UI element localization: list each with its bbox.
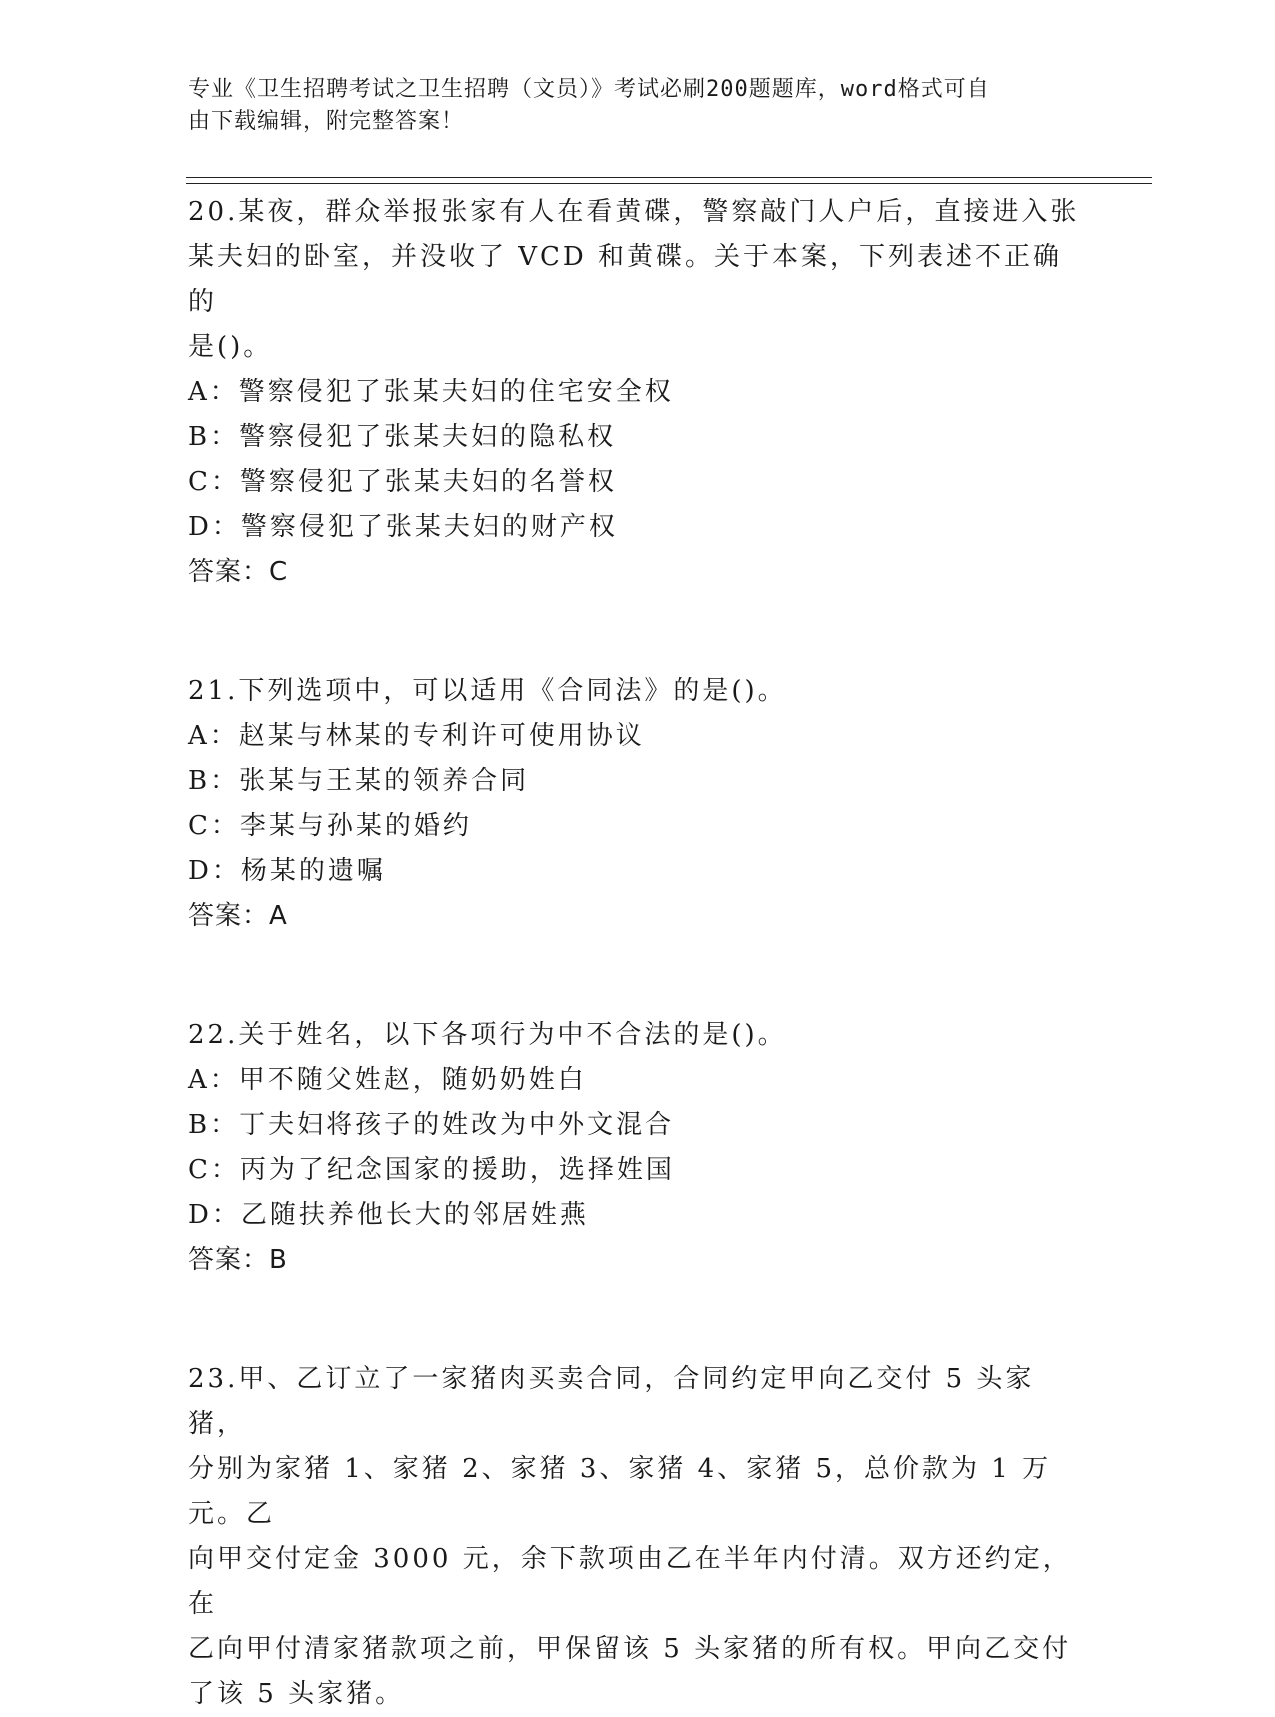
header-divider-bottom xyxy=(186,183,1152,184)
answer: 答案：A xyxy=(188,901,288,931)
question-text-line: 了该 5 头家猪。 xyxy=(188,1679,405,1709)
option-b: B：张某与王某的领养合同 xyxy=(188,766,530,796)
answer: 答案：C xyxy=(188,557,289,587)
answer: 答案：B xyxy=(188,1245,288,1275)
option-a: A：警察侵犯了张某夫妇的住宅安全权 xyxy=(188,377,674,407)
question-text-line: 是()。 xyxy=(188,332,273,362)
option-c: C：李某与孙某的婚约 xyxy=(188,811,472,841)
question-text-line: 分别为家猪 1、家猪 2、家猪 3、家猪 4、家猪 5，总价款为 1 万元。乙 xyxy=(188,1454,1052,1529)
question-20 xyxy=(188,190,1088,595)
option-b: B：警察侵犯了张某夫妇的隐私权 xyxy=(188,422,617,452)
document-header xyxy=(188,74,1088,138)
question-text-line: 22.关于姓名，以下各项行为中不合法的是()。 xyxy=(188,1020,787,1050)
question-text-line: 向甲交付定金 3000 元，余下款项由乙在半年内付清。双方还约定，在 xyxy=(188,1544,1072,1619)
question-21 xyxy=(188,669,1088,939)
option-b: B：丁夫妇将孩子的姓改为中外文混合 xyxy=(188,1110,675,1140)
option-c: C：丙为了纪念国家的援助，选择姓国 xyxy=(188,1155,675,1185)
question-text-line: 乙向甲付清家猪款项之前，甲保留该 5 头家猪的所有权。甲向乙交付 xyxy=(188,1634,1072,1664)
question-text-line: 某夫妇的卧室，并没收了 VCD 和黄碟。关于本案，下列表述不正确的 xyxy=(188,242,1063,317)
question-23 xyxy=(188,1357,1088,1717)
option-a: A：甲不随父姓赵，随奶奶姓白 xyxy=(188,1065,587,1095)
question-text-line: 23.甲、乙订立了一家猪肉买卖合同，合同约定甲向乙交付 5 头家猪， xyxy=(188,1364,1035,1439)
header-line-2: 由下载编辑，附完整答案！ xyxy=(188,109,465,134)
header-line-1: 专业《卫生招聘考试之卫生招聘（文员）》考试必刷200题题库，word格式可自 xyxy=(188,77,990,102)
question-text-line: 21.下列选项中，可以适用《合同法》的是()。 xyxy=(188,676,787,706)
option-d: D：乙随扶养他长大的邻居姓燕 xyxy=(188,1200,589,1230)
option-a: A：赵某与林某的专利许可使用协议 xyxy=(188,721,645,751)
option-d: D：警察侵犯了张某夫妇的财产权 xyxy=(188,512,618,542)
question-22 xyxy=(188,1013,1088,1283)
question-text-line: 20.某夜，群众举报张家有人在看黄碟，警察敲门人户后，直接进入张 xyxy=(188,197,1080,227)
option-d: D：杨某的遗嘱 xyxy=(188,856,386,886)
option-c: C：警察侵犯了张某夫妇的名誉权 xyxy=(188,467,617,497)
header-divider-top xyxy=(186,177,1152,178)
question-list xyxy=(188,190,1088,1717)
